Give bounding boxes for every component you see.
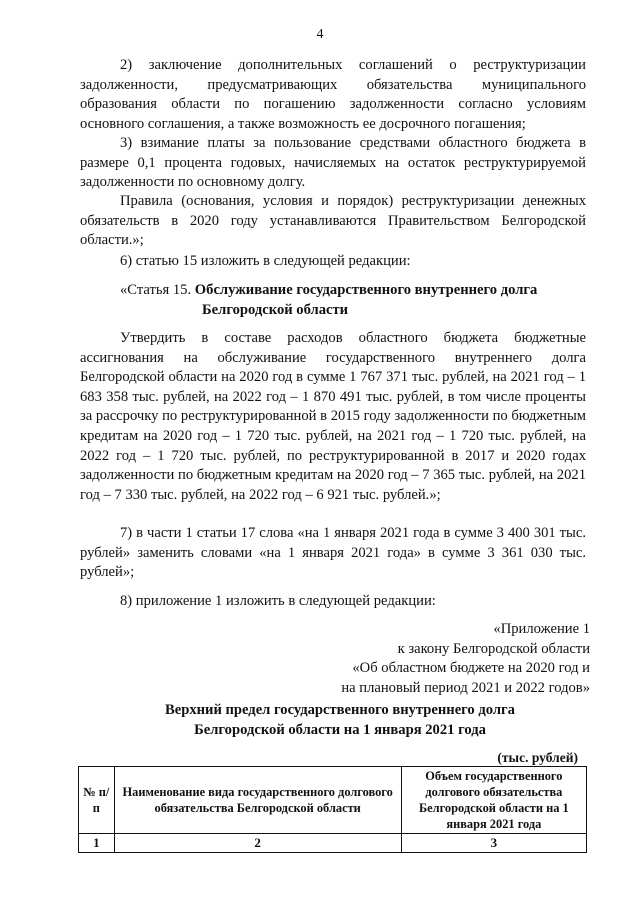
- column-number-3: 3: [401, 834, 586, 853]
- paragraph-rules: Правила (основания, условия и порядок) реструктуризации денежных обязательств в 2020 году устанавливаются Правительством Белгородской области.»;: [80, 193, 586, 249]
- paragraph-item-3: 3) взимание платы за пользование средствами областного бюджета в размере 0,1 процента годовых, начисляемых на остаток реструктурируемой задолженности по основному долгу.: [80, 135, 586, 191]
- table-header-row: [79, 767, 587, 834]
- header-number: № п/п: [79, 767, 115, 834]
- appendix-line4: на плановый период 2021 и 2022 годов»: [341, 679, 590, 696]
- appendix-line2: к закону Белгородской области: [397, 640, 590, 657]
- article-prefix: «Статья 15.: [120, 282, 192, 298]
- header-obligation-volume: Объем государственного долгового обязательства Белгородской области на 1 января 2021 года: [401, 767, 586, 834]
- paragraph-debt-service: Утвердить в составе расходов областного бюджета бюджетные ассигнования на обслуживание государственного внутреннего долга Белгородской области на 2020 год в сумме 1 767 371 тыс. рублей, на 2021 год – 1 683 358 тыс. рублей, на 2022 год – 1 870 491 тыс. рублей, в том числе проценты за рассрочку по реструктурированной в 2015 году задолженности по бюджетным кредитам на 2020 год – 1 720 тыс. рублей, на 2021 год – 1 720 тыс. рублей, на 2022 год – 1 720 тыс. рублей, по реструктурированной в 2017 и 2020 годах задолженности по бюджетным кредитам на 2020 год – 7 365 тыс. рублей, на 2021 год – 7 330 тыс. рублей, на 2022 год – 6 921 тыс. рублей.»;: [80, 330, 586, 503]
- table-title-line2: Белгородской области на 1 января 2021 года: [194, 721, 486, 738]
- article-15-heading: [120, 281, 590, 320]
- column-number-2: 2: [114, 834, 401, 853]
- paragraph-item-8: 8) приложение 1 изложить в следующей редакции:: [120, 593, 436, 609]
- table-title: [0, 701, 640, 740]
- table-column-numbers-row: [79, 834, 587, 853]
- paragraph-article-15-intro: 6) статью 15 изложить в следующей редакции:: [120, 253, 411, 269]
- article-title-line1: Обслуживание государственного внутреннего долга: [194, 282, 538, 298]
- article-title-line2: Белгородской области: [202, 301, 349, 318]
- units-label: (тыс. рублей): [497, 750, 578, 765]
- appendix-line3: «Об областном бюджете на 2020 год и: [352, 660, 590, 677]
- paragraph-item-2: 2) заключение дополнительных соглашений о реструктуризации задолженности, предусматривающих обязательства муниципального образования области по погашению задолженности согласно условиям основного соглашения, а также возможность ее досрочного погашения;: [80, 57, 586, 132]
- page-number: 4: [316, 27, 324, 42]
- paragraph-item-7: 7) в части 1 статьи 17 слова «на 1 января 2021 года в сумме 3 400 301 тыс. рублей» заменить словами «на 1 января 2021 года» в сумме 3 361 030 тыс. рублей»;: [80, 525, 586, 581]
- debt-table: [78, 766, 587, 853]
- header-obligation-type: Наименование вида государственного долгового обязательства Белгородской области: [114, 767, 401, 834]
- column-number-1: 1: [79, 834, 115, 853]
- appendix-reference: [290, 620, 590, 698]
- appendix-line1: «Приложение 1: [493, 621, 590, 637]
- table-title-line1: Верхний предел государственного внутреннего долга: [165, 702, 515, 718]
